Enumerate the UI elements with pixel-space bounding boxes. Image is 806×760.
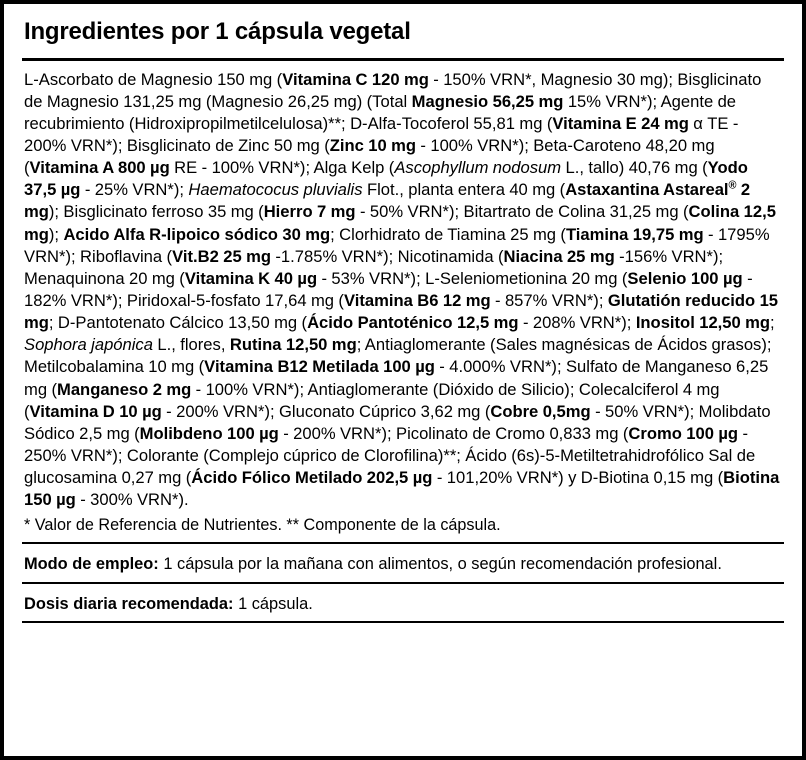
page-title: Ingredientes por 1 cápsula vegetal xyxy=(24,18,411,45)
usage-line xyxy=(24,554,784,575)
usage-text: 1 cápsula por la mañana con alimentos, o según recomendación profesional. xyxy=(158,555,722,574)
usage-label: Modo de empleo: xyxy=(24,555,159,574)
footnote-text: * Valor de Referencia de Nutrientes. ** Componente de la cápsula. xyxy=(24,516,501,535)
divider-top xyxy=(22,58,784,61)
ingredients-text: L-Ascorbato de Magnesio 150 mg (Vitamina C 120 mg - 150% VRN*, Magnesio 30 mg); Bisglicinato de Magnesio 131,25 mg (Magnesio 26,25 mg) (Total Magnesio 56,25 mg 15% VRN*); Agente de recubrimiento (Hidroxipropilmetilcelulosa)**; D-Alfa-Tocoferol 55,81 mg (Vitamina E 24 mg α TE - 200% VRN*); Bisglicinato de Zinc 50 mg (Zinc 10 mg - 100% VRN*); Beta-Caroteno 48,20 mg (Vitamina A 800 µg RE - 100% VRN*); Alga Kelp (Ascophyllum nodosum L., tallo) 40,76 mg (Yodo 37,5 µg - 25% VRN*); Haematococus pluvialis Flot., planta entera 40 mg (Astaxantina Astareal® 2 mg); Bisglicinato ferroso 35 mg (Hierro 7 mg - 50% VRN*); Bitartrato de Colina 31,25 mg (Colina 12,5 mg); Acido Alfa R-lipoico sódico 30 mg; Clorhidrato de Tiamina 25 mg (Tiamina 19,75 mg - 1795% VRN*); Riboflavina (Vit.B2 25 mg -1.785% VRN*); Nicotinamida (Niacina 25 mg -156% VRN*); Menaquinona 20 mg (Vitamina K 40 µg - 53% VRN*); L-Seleniometionina 20 mg (Selenio 100 µg - 182% VRN*); Piridoxal-5-fosfato 17,64 mg (Vitamina B6 12 mg - 857% VRN*); Glutatión reducido 15 mg; D-Pantotenato Cálcico 13,50 mg (Ácido Pantoténico 12,5 mg - 208% VRN*); Inositol 12,50 mg; Sophora japónica L., flores, Rutina 12,50 mg; Antiaglomerante (Sales magnésicas de Ácidos grasos); Metilcobalamina 10 mg (Vitamina B12 Metilada 100 µg - 4.000% VRN*); Sulfato de Manganeso 6,25 mg (Manganeso 2 mg - 100% VRN*); Antiaglomerante (Dióxido de Silicio); Colecalciferol 4 mg (Vitamina D 10 µg - 200% VRN*); Gluconato Cúprico 3,62 mg (Cobre 0,5mg - 50% VRN*); Molibdato Sódico 2,5 mg (Molibdeno 100 µg - 200% VRN*); Picolinato de Cromo 0,833 mg (Cromo 100 µg - 250% VRN*); Colorante (Complejo cúprico de Clorofilina)**; Ácido (6s)-5-Metiltetrahidrofólico Sal de glucosamina 0,27 mg (Ácido Fólico Metilado 202,5 µg - 101,20% VRN*) y D-Biotina 0,15 mg (Biotina 150 µg - 300% VRN*). xyxy=(24,69,780,510)
divider-dose xyxy=(22,582,784,584)
dose-text: 1 cápsula. xyxy=(233,594,313,613)
dose-label: Dosis diaria recomendada: xyxy=(24,594,234,613)
dose-line xyxy=(24,594,784,615)
divider-usage xyxy=(22,542,784,544)
divider-bottom xyxy=(22,621,784,623)
